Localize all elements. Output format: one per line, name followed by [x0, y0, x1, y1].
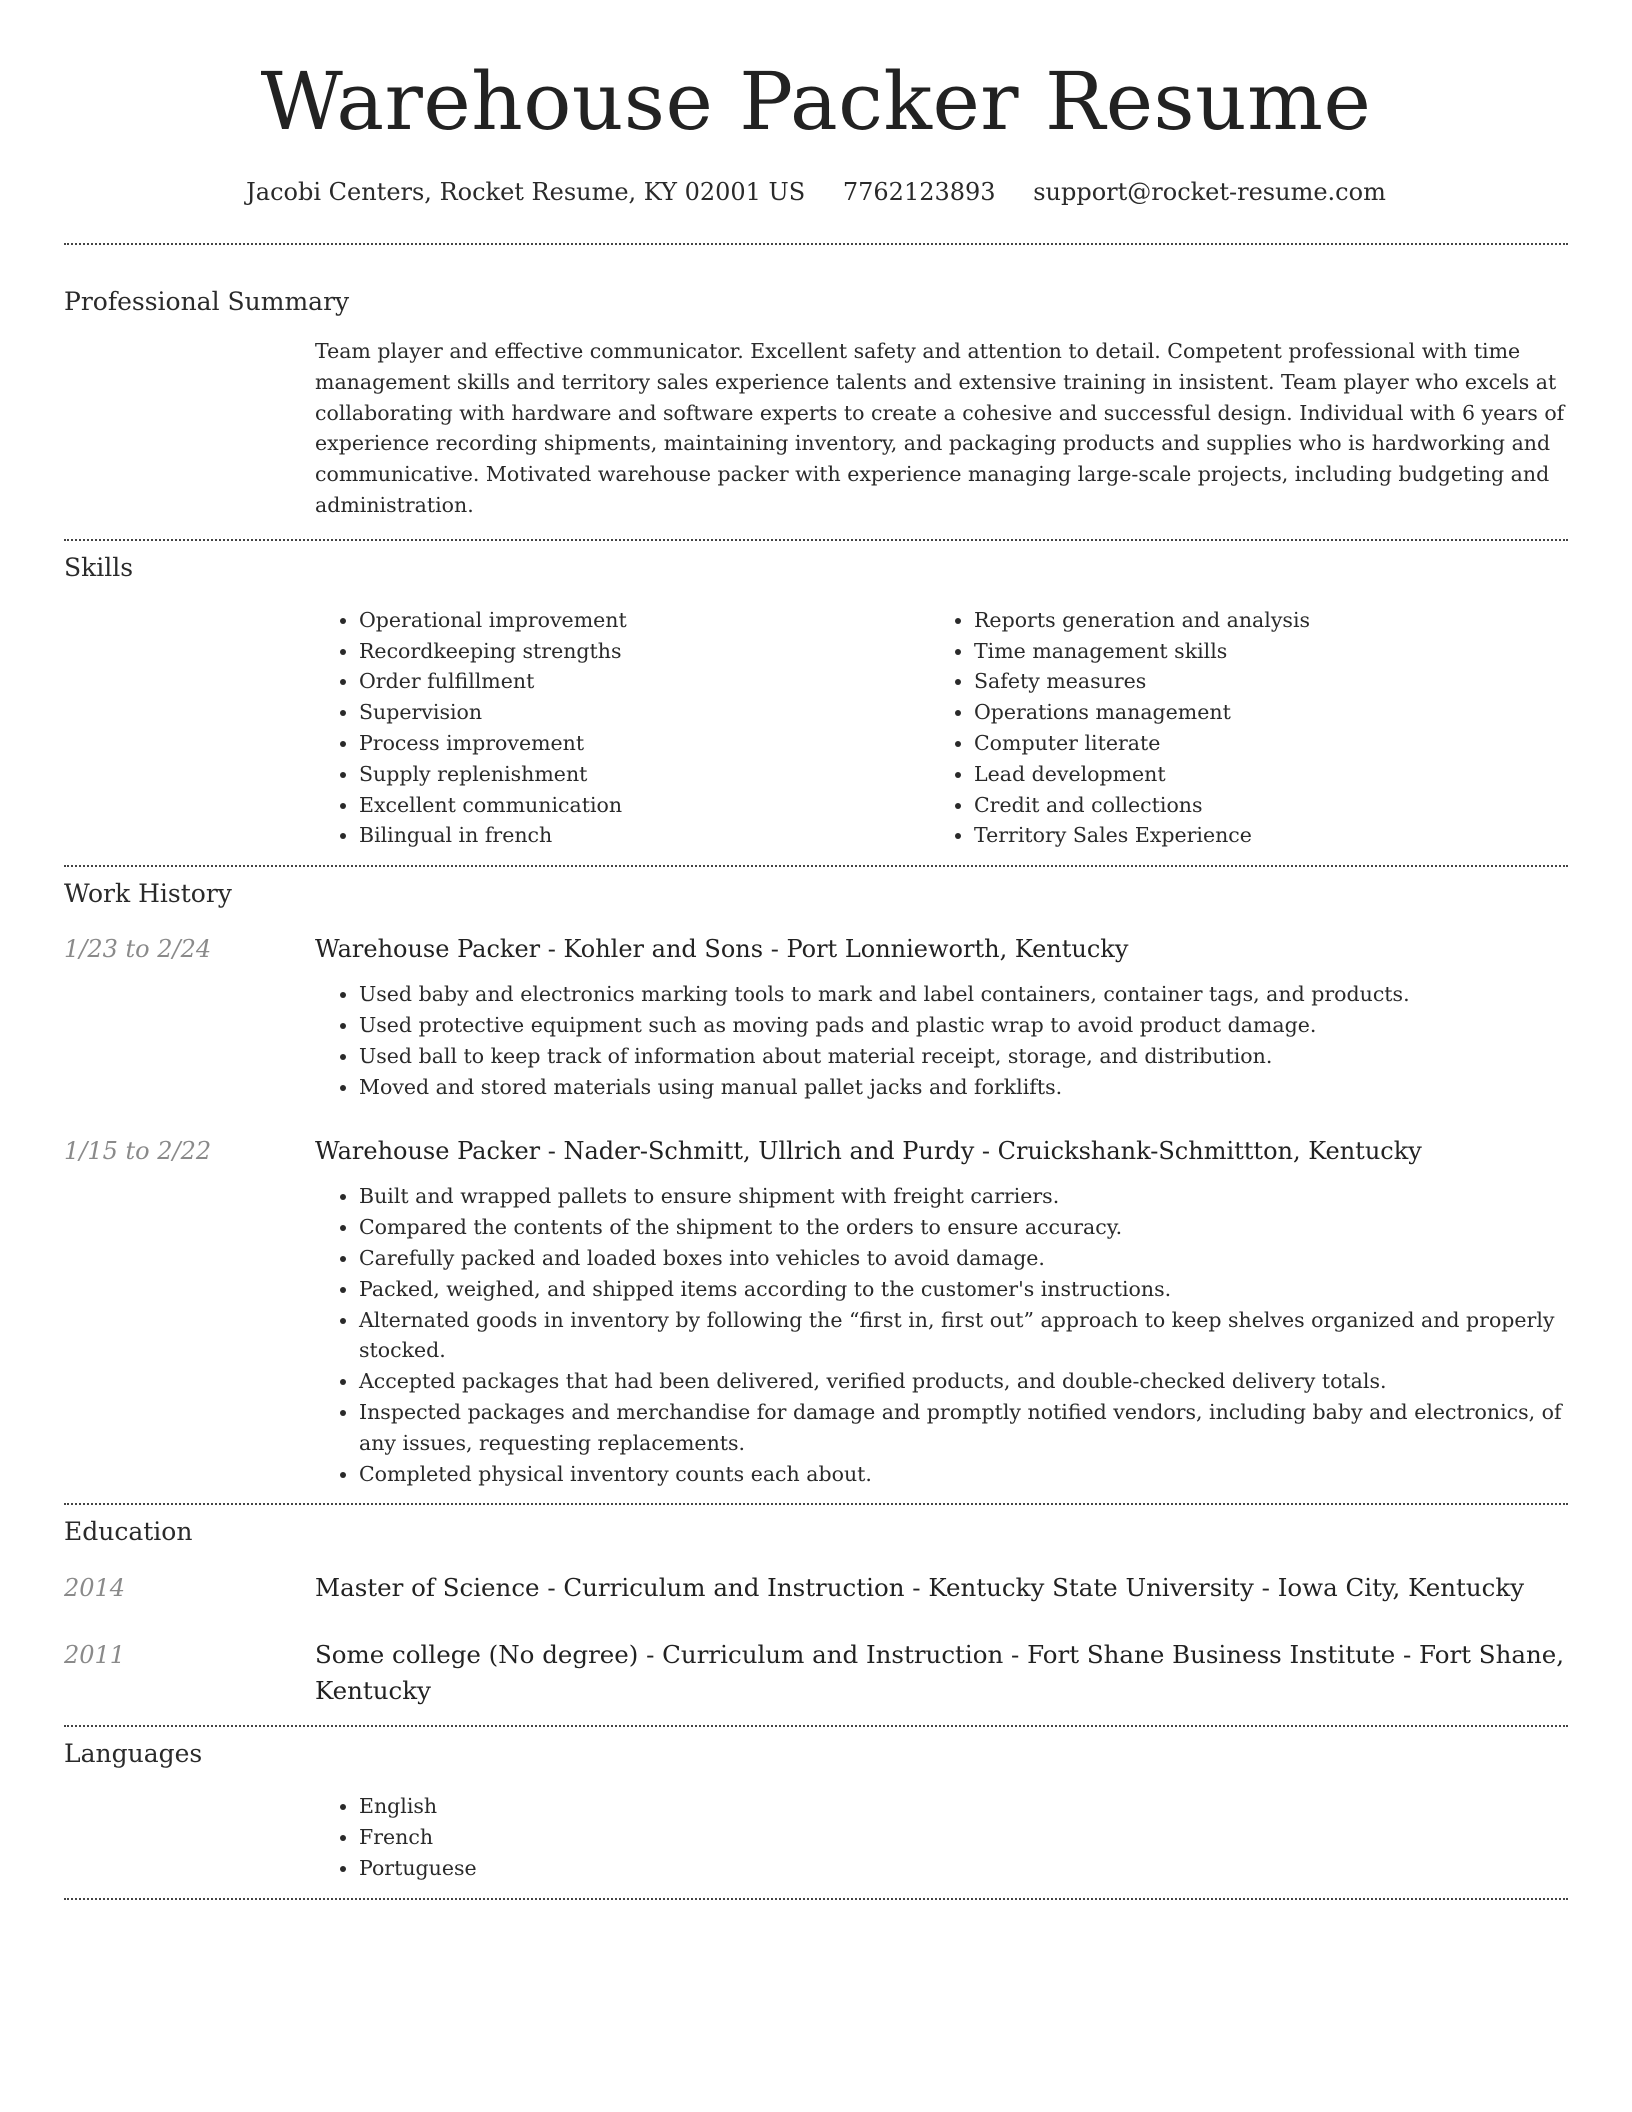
education-institution: - Kentucky State University - Iowa City, Kentucky [904, 1573, 1525, 1603]
languages-list-wrap [315, 1791, 1568, 1897]
skills-column-left [315, 605, 930, 851]
job-bullet: • Carefully packed and loaded boxes into vehicles to avoid damage. [359, 1243, 1568, 1274]
summary-section [64, 245, 1568, 539]
contact-address: Jacobi Centers, Rocket Resume, KY 02001 US [246, 178, 806, 206]
job-dates: 1/15 to 2/22 [64, 1137, 212, 1166]
job-bullet: • Used protective equipment such as moving pads and plastic wrap to avoid product damage. [359, 1010, 1568, 1041]
education-degree: Master of Science - Curriculum and Instruction [315, 1573, 905, 1603]
job-bullets [315, 979, 1568, 1102]
job-bullets [315, 1181, 1568, 1503]
skill-item: • Computer literate [974, 728, 1545, 759]
skills-list-left [315, 605, 930, 851]
education-entry [64, 1570, 1568, 1606]
skills-grid [315, 605, 1568, 865]
section-title-languages: Languages [64, 1739, 203, 1769]
education-entry [64, 1637, 1568, 1725]
contact-phone: 7762123893 [842, 178, 996, 206]
skill-item: • Order fulfillment [359, 666, 930, 697]
job-bullet: • Accepted packages that had been delivered, verified products, and double-checked delivery totals. [359, 1366, 1568, 1397]
skill-item: • Operations management [974, 697, 1545, 728]
job-title: Warehouse Packer - Nader-Schmitt, Ullrich and Purdy - Cruickshank-Schmittton, Kentucky [315, 1137, 1422, 1166]
language-item: • English [359, 1791, 1568, 1822]
job-entry [64, 1133, 1568, 1503]
job-header [64, 1133, 1568, 1169]
section-title-work: Work History [64, 879, 232, 909]
section-title-summary: Professional Summary [64, 287, 350, 316]
resume-title: Warehouse Packer Resume [260, 55, 1372, 148]
job-bullet: • Inspected packages and merchandise for damage and promptly notified vendors, including baby and electronics, of any issues, requesting replacements. [359, 1397, 1568, 1459]
work-section [64, 867, 1568, 1503]
skills-column-right [930, 605, 1545, 851]
skill-item: • Excellent communication [359, 790, 930, 821]
education-year: 2011 [64, 1641, 126, 1670]
job-bullet: • Packed, weighed, and shipped items according to the customer's instructions. [359, 1274, 1568, 1305]
job-bullet: • Used baby and electronics marking tools to mark and label containers, container tags, and products. [359, 979, 1568, 1010]
job-bullet: • Used ball to keep track of information about material receipt, storage, and distribution. [359, 1041, 1568, 1072]
section-title-skills: Skills [64, 552, 134, 582]
skills-list-right [930, 605, 1545, 851]
skill-item: • Operational improvement [359, 605, 930, 636]
education-institution: - Fort Shane Business Institute - Fort Shane, Kentucky [315, 1640, 1565, 1706]
education-year: 2014 [64, 1574, 126, 1603]
job-entry [64, 931, 1568, 1102]
job-bullet: • Built and wrapped pallets to ensure shipment with freight carriers. [359, 1181, 1568, 1212]
skill-item: • Reports generation and analysis [974, 605, 1545, 636]
divider [64, 1898, 1568, 1900]
contact-email: support@rocket-resume.com [1033, 178, 1386, 206]
education-section [64, 1505, 1568, 1725]
education-title [315, 1570, 1568, 1606]
skills-section [64, 541, 1568, 865]
skill-item: • Supply replenishment [359, 759, 930, 790]
skill-item: • Credit and collections [974, 790, 1545, 821]
skill-item: • Time management skills [974, 636, 1545, 667]
language-item: • Portuguese [359, 1853, 1568, 1884]
skill-item: • Recordkeeping strengths [359, 636, 930, 667]
skill-item: • Supervision [359, 697, 930, 728]
job-dates: 1/23 to 2/24 [64, 935, 212, 964]
job-header [64, 931, 1568, 967]
job-bullet-list [315, 979, 1568, 1102]
education-title [315, 1637, 1568, 1709]
section-title-education: Education [64, 1517, 193, 1547]
languages-section [64, 1727, 1568, 1897]
summary-text: Team player and effective communicator. Excellent safety and attention to detail. Competent professional with time management skills and territory sales experience talents and extensive training in insistent. Team player who excels at collaborating with hardware and software experts to create a cohesive and successful design. Individual with 6 years of experience recording shipments, maintaining inventory, and packaging products and supplies who is hardworking and communicative. Motivated warehouse packer with experience managing large-scale projects, including budgeting and administration. [315, 339, 1565, 517]
skill-item: • Safety measures [974, 666, 1545, 697]
job-title: Warehouse Packer - Kohler and Sons - Port Lonnieworth, Kentucky [315, 935, 1129, 964]
job-bullet: • Completed physical inventory counts each about. [359, 1459, 1568, 1490]
job-bullet-list [315, 1181, 1568, 1489]
skill-item: • Territory Sales Experience [974, 820, 1545, 851]
job-bullet: • Alternated goods in inventory by following the “first in, first out” approach to keep shelves organized and properly stocked. [359, 1305, 1568, 1367]
education-degree: Some college (No degree) - Curriculum and Instruction [315, 1640, 1004, 1670]
job-bullet: • Moved and stored materials using manual pallet jacks and forklifts. [359, 1072, 1568, 1103]
job-bullet: • Compared the contents of the shipment to the orders to ensure accuracy. [359, 1212, 1568, 1243]
language-item: • French [359, 1822, 1568, 1853]
skill-item: • Lead development [974, 759, 1545, 790]
contact-line [64, 176, 1568, 208]
skill-item: • Bilingual in french [359, 820, 930, 851]
skill-item: • Process improvement [359, 728, 930, 759]
languages-list [315, 1791, 1568, 1883]
